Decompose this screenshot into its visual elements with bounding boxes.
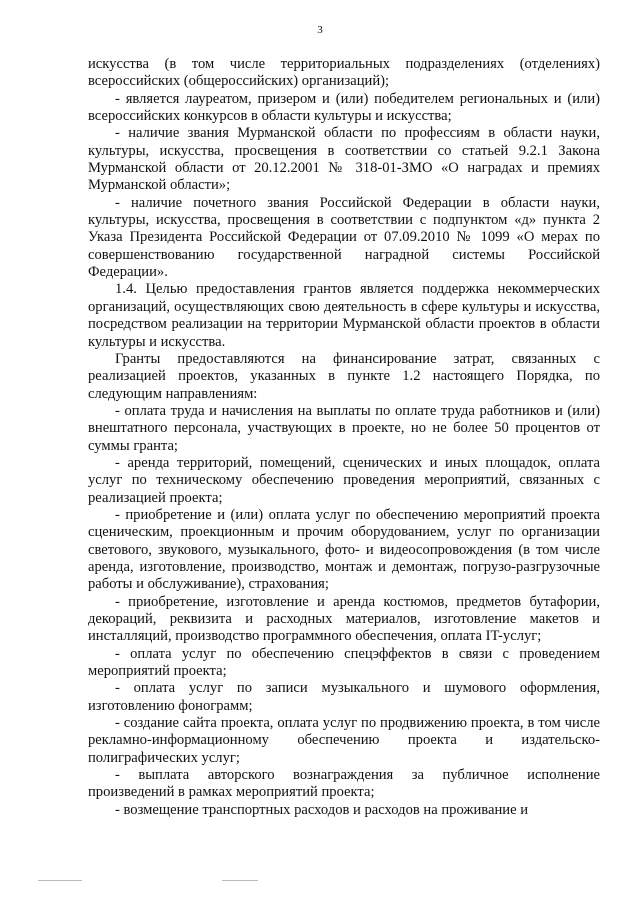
paragraph-14: - выплата авторского вознаграждения за публичное исполнение произведений в рамках мероприятий проекта;	[88, 767, 600, 801]
scan-mark-left	[38, 880, 82, 881]
document-body	[88, 56, 600, 819]
paragraph-8: - аренда территорий, помещений, сценических и иных площадок, оплата услуг по техническому обеспечению проведения мероприятий, связанных с реализацией проекта;	[88, 454, 600, 506]
paragraph-4: - наличие почетного звания Российской Федерации в области науки, культуры, искусства, просвещения в соответствии с подпунктом «д» пункта 2 Указа Президента Российской Федерации от 07.09.2010 № 1099 «О мерах по совершенствованию государственной наградной системы Российской Федерации».	[88, 194, 600, 281]
paragraph-11: - оплата услуг по обеспечению спецэффектов в связи с проведением мероприятий проекта;	[88, 645, 600, 680]
paragraph-5: 1.4. Целью предоставления грантов является поддержка некоммерческих организаций, осуществляющих свою деятельность в сфере культуры и искусства, посредством реализации на территории Мурманской области проектов в области культуры и искусства.	[88, 281, 600, 350]
paragraph-1: искусства (в том числе территориальных подразделениях (отделениях) всероссийских (общероссийских) организаций);	[88, 56, 600, 90]
paragraph-10: - приобретение, изготовление и аренда костюмов, предметов бутафории, декораций, реквизита и расходных материалов, изготовление макетов и инсталляций, производство программного обеспечения, оплата IT-услуг;	[88, 593, 600, 645]
paragraph-6: Гранты предоставляются на финансирование затрат, связанных с реализацией проектов, указанных в пункте 1.2 настоящего Порядка, по следующим направлениям:	[88, 350, 600, 402]
scan-mark-center	[222, 880, 258, 881]
page-number: 3	[317, 24, 323, 36]
paragraph-2: - является лауреатом, призером и (или) победителем региональных и (или) всероссийских конкурсов в области культуры и искусства;	[88, 90, 600, 125]
paragraph-13: - создание сайта проекта, оплата услуг по продвижению проекта, в том числе рекламно-информационному обеспечению проекта и издательско-полиграфических услуг;	[88, 715, 600, 766]
paragraph-9: - приобретение и (или) оплата услуг по обеспечению мероприятий проекта сценическим, проекционным и прочим оборудованием, услуг по организации светового, звукового, музыкального, фото- и видеосопровождения (в том числе аренда, изготовление, производство, монтаж и демонтаж, погрузо-разгрузочные работы и обслуживание), страхования;	[88, 506, 600, 593]
paragraph-12: - оплата услуг по записи музыкального и шумового оформления, изготовлению фонограмм;	[88, 680, 600, 714]
scan-footer-marks	[0, 880, 640, 890]
paragraph-3: - наличие звания Мурманской области по профессиям в области науки, культуры, искусства, просвещения в соответствии со статьей 9.2.1 Закона Мурманской области от 20.12.2001 № 318-01-ЗМО «О наградах и премиях Мурманской области»;	[88, 125, 600, 194]
paragraph-15: - возмещение транспортных расходов и расходов на проживание и	[115, 801, 529, 818]
paragraph-7: - оплата труда и начисления на выплаты по оплате труда работников и (или) внештатного персонала, участвующих в проекте, но не более 50 процентов от суммы гранта;	[88, 402, 600, 454]
